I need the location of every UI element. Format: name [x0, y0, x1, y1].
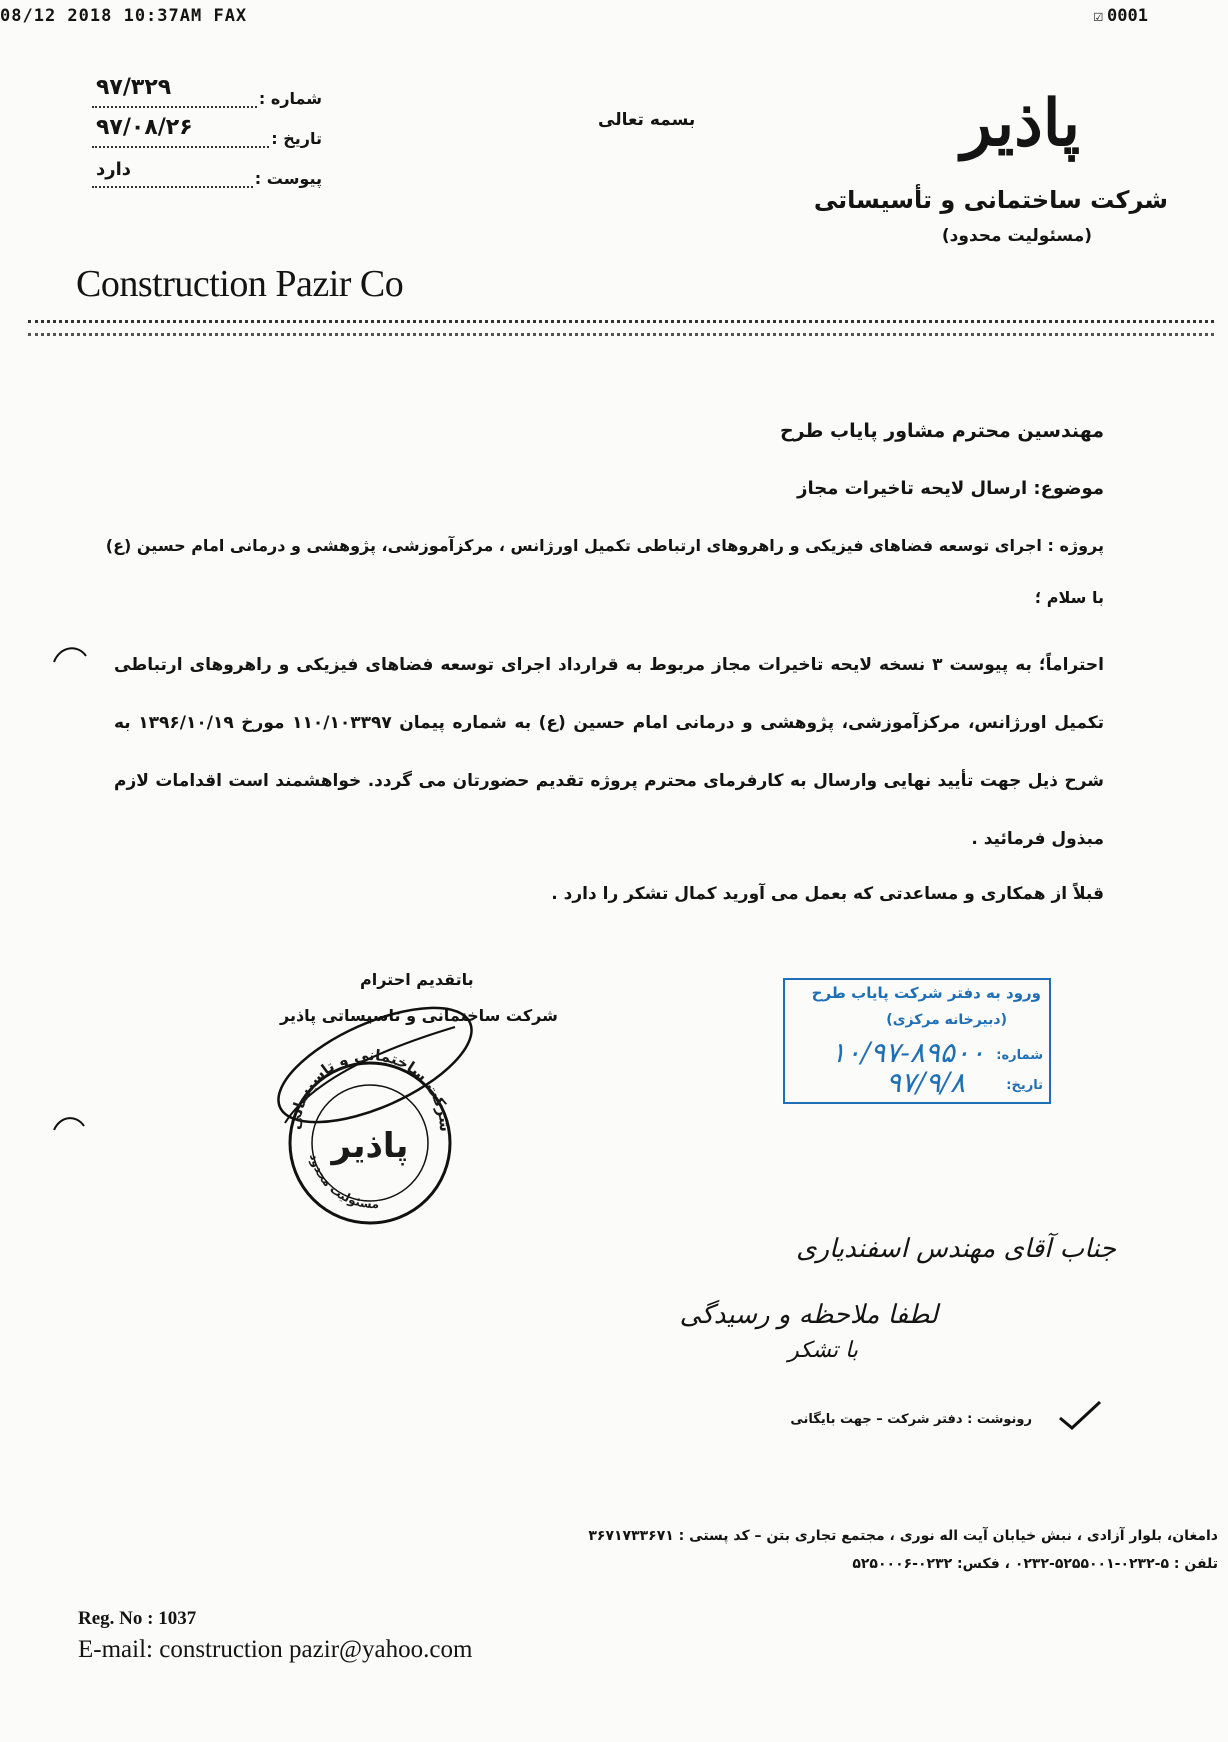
inbox-stamp-number-value: ۱۰/۹۷-۸۹۵۰۰ — [830, 1036, 985, 1069]
punch-hole-mark-top — [50, 640, 90, 670]
body-paragraph: احتراماً؛ به پیوست ۳ نسخه لایحه تاخیرات مجاز مربوط به قرارداد اجرای توسعه فضاهای فیزیکی و راهروهای ارتباطی تکمیل اورژانس، مرکزآموزشی، پژوهشی و درمانی امام حسین (ع) به شماره پیمان ۱۱۰/۱۰۳۳۹۷ مورخ ۱۳۹۶/۱۰/۱۹ به شرح ذیل جهت تأیید نهایی وارسال به کارفرمای محترم پروژه تقدیم حضورتان می گردد. خواهشمند است اقدامات لازم مبذول فرمائید . — [114, 655, 1104, 849]
fax-checkbox-icon: ☑ — [1093, 6, 1104, 25]
fax-page-number — [1093, 6, 1148, 26]
meta-attachment-row — [92, 148, 322, 188]
closing-regards: باتقدیم احترام — [360, 970, 474, 989]
subject: موضوع: ارسال لایحه تاخیرات مجاز — [797, 478, 1104, 499]
letterhead-divider — [28, 320, 1214, 336]
greeting: با سلام ؛ — [1034, 588, 1104, 607]
company-name-fa: شرکت ساختمانی و تأسیساتی — [813, 186, 1168, 214]
seal-outer-text: شرکت ساختمانی و تاسیساتی — [285, 1045, 455, 1133]
fax-page-value: 0001 — [1107, 6, 1148, 26]
inbox-stamp-title: ورود به دفتر شرکت پایاب طرح — [811, 984, 1041, 1002]
meta-date-line — [92, 115, 269, 148]
meta-attachment-label: پیوست : — [254, 169, 322, 188]
checkmark-icon — [1056, 1398, 1104, 1434]
recipient: مهندسین محترم مشاور پایاب طرح — [779, 420, 1104, 442]
project-line: پروژه : اجرای توسعه فضاهای فیزیکی و راهروهای ارتباطی تکمیل اورژانس ، مرکزآموزشی، پژوهشی و درمانی امام حسین (ع) — [105, 536, 1104, 555]
meta-number-value: ۹۷/۳۲۹ — [96, 75, 172, 100]
meta-date-label: تاریخ : — [271, 129, 322, 148]
cc-line: رونوشت : دفتر شرکت – جهت بایگانی — [790, 1412, 1032, 1427]
inbox-stamp-number-label: شماره: — [996, 1048, 1043, 1063]
seal-center-text: پاذیر — [331, 1126, 409, 1166]
footer-address — [588, 1522, 1218, 1578]
brand-logo-fa: پاذیر — [961, 86, 1080, 161]
company-llc-fa: (مسئولیت محدود) — [941, 226, 1092, 246]
thanks-line: قبلاً از همکاری و مساعدتی که بعمل می آورید کمال تشکر را دارد . — [551, 884, 1104, 904]
meta-number-row — [92, 68, 322, 108]
handwritten-note-line1: جناب آقای مهندس اسفندیاری — [796, 1234, 1116, 1264]
meta-attachment-value: دارد — [96, 159, 132, 180]
handwritten-note-line3: با تشکر — [788, 1338, 858, 1363]
company-email: E-mail: construction pazir@yahoo.com — [78, 1636, 473, 1663]
footer-phones-line: تلفن : ۵-۰۲۳۲-۵۲۵۵۰۰۱-۰۲۳۲ ، فکس: ۰۲۳۲-۵۲۵۰۰۰۶ — [852, 1556, 1218, 1572]
inbox-stamp-date-label: تاریخ: — [1006, 1078, 1043, 1093]
footer-address-line: دامغان، بلوار آزادی ، نبش خیابان آیت اله نوری ، مجتمع تجاری بتن – کد پستی : ۳۶۷۱۷۳۳۶۷۱ — [588, 1528, 1218, 1544]
inbox-stamp-date-row — [885, 1066, 1043, 1099]
inbox-stamp-number-row — [830, 1036, 1043, 1069]
punch-hole-mark-bottom — [50, 1108, 90, 1138]
seal-bottom-text: مسئولیت محدود — [307, 1152, 380, 1212]
meta-attachment-line — [92, 159, 253, 188]
company-name-en: Construction Pazir Co — [76, 263, 404, 305]
registration-number: Reg. No : 1037 — [78, 1608, 197, 1629]
letter-meta — [92, 68, 322, 188]
signatory-company: شرکت ساختمانی و تاسیساتی پاذیر — [280, 1006, 558, 1025]
inbox-stamp-date-value: ۹۷/۹/۸ — [885, 1066, 965, 1099]
bismillah: بسمه تعالی — [598, 110, 696, 130]
inbox-stamp-subtitle: (دبیرخانه مرکزی) — [886, 1012, 1007, 1028]
meta-date-value: ۹۷/۰۸/۲۶ — [96, 115, 193, 140]
meta-date-row — [92, 108, 322, 148]
meta-number-line — [92, 75, 257, 108]
fax-header: 08/12 2018 10:37AM FAX — [0, 6, 248, 26]
company-seal — [255, 1005, 475, 1235]
handwritten-note-line2: لطفا ملاحظه و رسیدگی — [679, 1300, 938, 1330]
meta-number-label: شماره : — [258, 89, 322, 108]
inbox-receipt-stamp — [783, 978, 1051, 1104]
